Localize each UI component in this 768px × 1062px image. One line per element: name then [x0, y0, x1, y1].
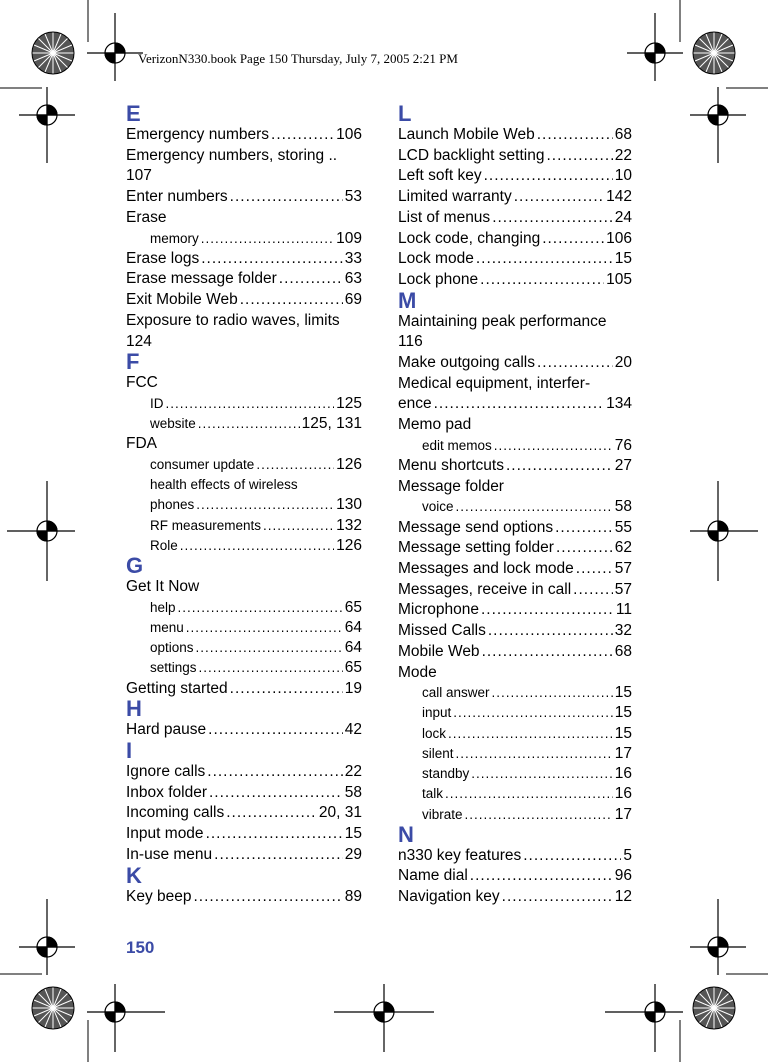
- index-entry: List of menus ..... 24: [398, 208, 632, 229]
- index-letter-m: M: [398, 287, 417, 313]
- index-entry: Lock code, changing ..... 106: [398, 229, 632, 250]
- index-entry: Microphone ..... 11: [398, 600, 632, 621]
- index-subentry: website ..... 125, 131: [126, 414, 362, 434]
- index-letter-h: H: [126, 696, 142, 722]
- index-entry: Left soft key ..... 10: [398, 166, 632, 187]
- index-subentry: phones ..... 130: [126, 495, 362, 515]
- index-subentry: talk ..... 16: [398, 784, 632, 804]
- index-entry: Message folder: [398, 477, 504, 495]
- index-subentry: menu ..... 64: [126, 618, 362, 638]
- index-subentry: memory ..... 109: [126, 229, 362, 249]
- index-subentry: health effects of wireless: [150, 477, 298, 493]
- index-entry: Mobile Web ..... 68: [398, 642, 632, 663]
- index-subentry: lock ..... 15: [398, 724, 632, 744]
- index-entry: Ignore calls ..... 22: [126, 762, 362, 783]
- index-entry: LCD backlight setting ..... 22: [398, 146, 632, 167]
- index-letter-f: F: [126, 349, 140, 375]
- index-entry: Medical equipment, interfer-: [398, 374, 591, 392]
- index-letter-k: K: [126, 862, 142, 888]
- index-entry: Exit Mobile Web ..... 69: [126, 290, 362, 311]
- index-entry: Navigation key ..... 12: [398, 887, 632, 908]
- index-entry: Input mode ..... 15: [126, 824, 362, 845]
- index-entry: n330 key features ..... 5: [398, 846, 632, 867]
- index-subentry: Role ..... 126: [126, 536, 362, 556]
- index-entry: Incoming calls ..... 20, 31: [126, 803, 362, 824]
- index-entry: Maintaining peak performance 116: [398, 312, 607, 351]
- index-entry: Memo pad: [398, 416, 472, 434]
- index-letter-l: L: [398, 101, 412, 126]
- index-column-right: [398, 101, 632, 908]
- index-letter-i: I: [126, 737, 133, 763]
- index-subentry: input ..... 15: [398, 703, 632, 723]
- index-entry: Mode: [398, 663, 437, 681]
- index-entry: Messages and lock mode ..... 57: [398, 559, 632, 580]
- index-subentry: options ..... 64: [126, 638, 362, 658]
- index-entry: Message send options ..... 55: [398, 518, 632, 539]
- registration-target-icon: [7, 13, 758, 1052]
- index-entry: Menu shortcuts ..... 27: [398, 456, 632, 477]
- index-entry: Message setting folder ..... 62: [398, 538, 632, 559]
- index-entry: FCC: [126, 374, 158, 392]
- index-entry: Enter numbers ..... 53: [126, 187, 362, 208]
- index-subentry: help ..... 65: [126, 598, 362, 618]
- index-entry: Hard pause ..... 42: [126, 720, 362, 741]
- index-entry: Exposure to radio waves, limits 124: [126, 311, 340, 350]
- index-subentry: silent ..... 17: [398, 744, 632, 764]
- index-entry: Name dial ..... 96: [398, 866, 632, 887]
- index-entry: Erase: [126, 208, 167, 226]
- index-entry: Key beep ..... 89: [126, 887, 362, 908]
- index-letter-e: E: [126, 101, 141, 126]
- index-entry: Emergency numbers, storing .. 107: [126, 146, 338, 185]
- index-entry: Erase logs ..... 33: [126, 249, 362, 270]
- index-subentry: call answer ..... 15: [398, 683, 632, 703]
- index-letter-n: N: [398, 821, 414, 847]
- index-subentry: settings ..... 65: [126, 658, 362, 678]
- index-subentry: ID ..... 125: [126, 394, 362, 414]
- index-subentry: voice ..... 58: [398, 497, 632, 517]
- index-subentry: vibrate ..... 17: [398, 805, 632, 825]
- index-subentry: edit memos ..... 76: [398, 436, 632, 456]
- index-entry: Launch Mobile Web ..... 68: [398, 125, 632, 146]
- index-entry: In-use menu ..... 29: [126, 845, 362, 866]
- index-entry: Missed Calls ..... 32: [398, 621, 632, 642]
- index-entry: Getting started ..... 19: [126, 679, 362, 700]
- index-column-left: [126, 101, 362, 907]
- print-slug-header: VerizonN330.book Page 150 Thursday, July 7, 2005 2:21 PM: [138, 51, 458, 66]
- index-subentry: consumer update ..... 126: [126, 455, 362, 475]
- index-entry: Lock mode ..... 15: [398, 249, 632, 270]
- index-entry: Get It Now: [126, 578, 200, 596]
- index-subentry: RF measurements ..... 132: [126, 516, 362, 536]
- index-entry: FDA: [126, 435, 157, 453]
- index-entry: ence ..... 134: [398, 394, 632, 415]
- index-entry: Erase message folder ..... 63: [126, 269, 362, 290]
- index-entry: Inbox folder ..... 58: [126, 783, 362, 804]
- index-subentry: standby ..... 16: [398, 764, 632, 784]
- index-entry: Lock phone ..... 105: [398, 270, 632, 291]
- page-number: 150: [126, 938, 155, 957]
- index-letter-g: G: [126, 553, 144, 579]
- index-entry: Emergency numbers ..... 106: [126, 125, 362, 146]
- index-entry: Limited warranty ..... 142: [398, 187, 632, 208]
- index-entry: Messages, receive in call ..... 57: [398, 580, 632, 601]
- index-entry: Make outgoing calls ..... 20: [398, 353, 632, 374]
